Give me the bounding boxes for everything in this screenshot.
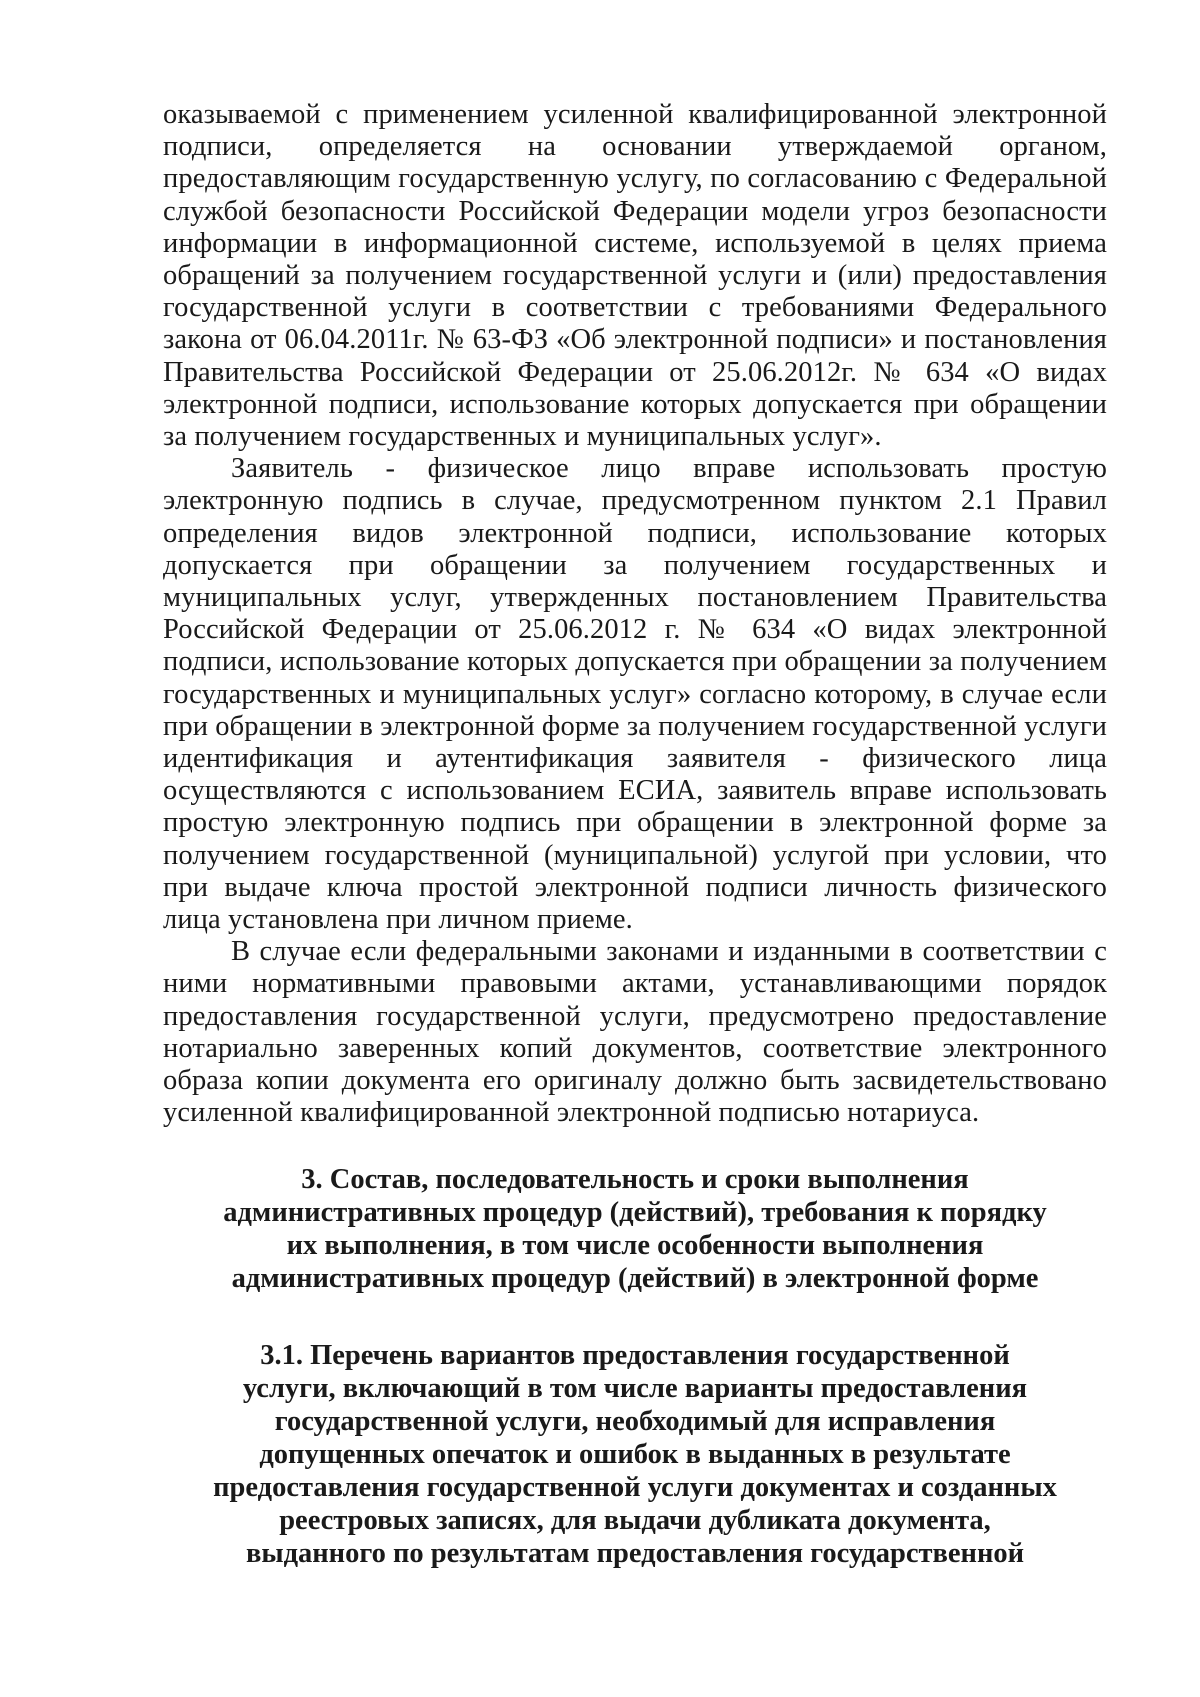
section-3-1-heading-line: предоставления государственной услуги документах и созданных: [213, 1471, 1057, 1503]
section-3-1-heading: [163, 1339, 1107, 1570]
paragraph-simple-signature: Заявитель - физическое лицо вправе использовать простую электронную подпись в случае, предусмотренном пунктом 2.1 Правил определения видов электронной подписи, использование которых допускается при обращении за получением государственных и муниципальных услуг, утвержденных постановлением Правительства Российской Федерации от 25.06.2012 г. № 634 «О видах электронной подписи, использование которых допускается при обращении за получением государственных и муниципальных услуг» согласно которому, в случае если при обращении в электронной форме за получением государственной услуги идентификация и аутентификация заявителя - физического лица осуществляются с использованием ЕСИА, заявитель вправе использовать простую электронную подпись при обращении в электронной форме за получением государственной (муниципальной) услугой при условии, что при выдаче ключа простой электронной подписи личность физического лица установлена при личном приеме.: [163, 453, 1107, 936]
section-3-heading-line: их выполнения, в том числе особенности выполнения: [286, 1229, 984, 1261]
section-3-heading-line: административных процедур (действий), требования к порядку: [223, 1196, 1047, 1228]
section-3-heading: [163, 1163, 1107, 1295]
section-3-1-heading-line: государственной услуги, необходимый для исправления: [274, 1405, 996, 1437]
section-3-heading-line: административных процедур (действий) в электронной форме: [231, 1262, 1039, 1294]
section-3-1-heading-line: 3.1. Перечень вариантов предоставления государственной: [260, 1339, 1010, 1371]
section-3-1-heading-line: реестровых записях, для выдачи дубликата документа,: [279, 1504, 991, 1536]
section-3-heading-line: 3. Состав, последовательность и сроки выполнения: [301, 1163, 969, 1195]
paragraph-continuation: оказываемой с применением усиленной квалифицированной электронной подписи, определяется на основании утверждаемой органом, предоставляющим государственную услугу, по согласованию с Федеральной службой безопасности Российской Федерации модели угроз безопасности информации в информационной системе, используемой в целях приема обращений за получением государственной услуги и (или) предоставления государственной услуги в соответствии с требованиями Федерального закона от 06.04.2011г. № 63-ФЗ «Об электронной подписи» и постановления Правительства Российской Федерации от 25.06.2012г. № 634 «О видах электронной подписи, использование которых допускается при обращении за получением государственных и муниципальных услуг».: [163, 99, 1107, 453]
section-3-1-heading-line: выданного по результатам предоставления государственной: [245, 1537, 1025, 1569]
document-body: [163, 99, 1107, 1570]
section-3-1-heading-line: услуги, включающий в том числе варианты предоставления: [242, 1372, 1028, 1404]
paragraph-notarial-copies: В случае если федеральными законами и изданными в соответствии с ними нормативными правовыми актами, устанавливающими порядок предоставления государственной услуги, предусмотрено предоставление нотариально заверенных копий документов, соответствие электронного образа копии документа его оригиналу должно быть засвидетельствовано усиленной квалифицированной электронной подписью нотариуса.: [163, 936, 1107, 1129]
section-3-1-heading-line: допущенных опечаток и ошибок в выданных в результате: [259, 1438, 1011, 1470]
